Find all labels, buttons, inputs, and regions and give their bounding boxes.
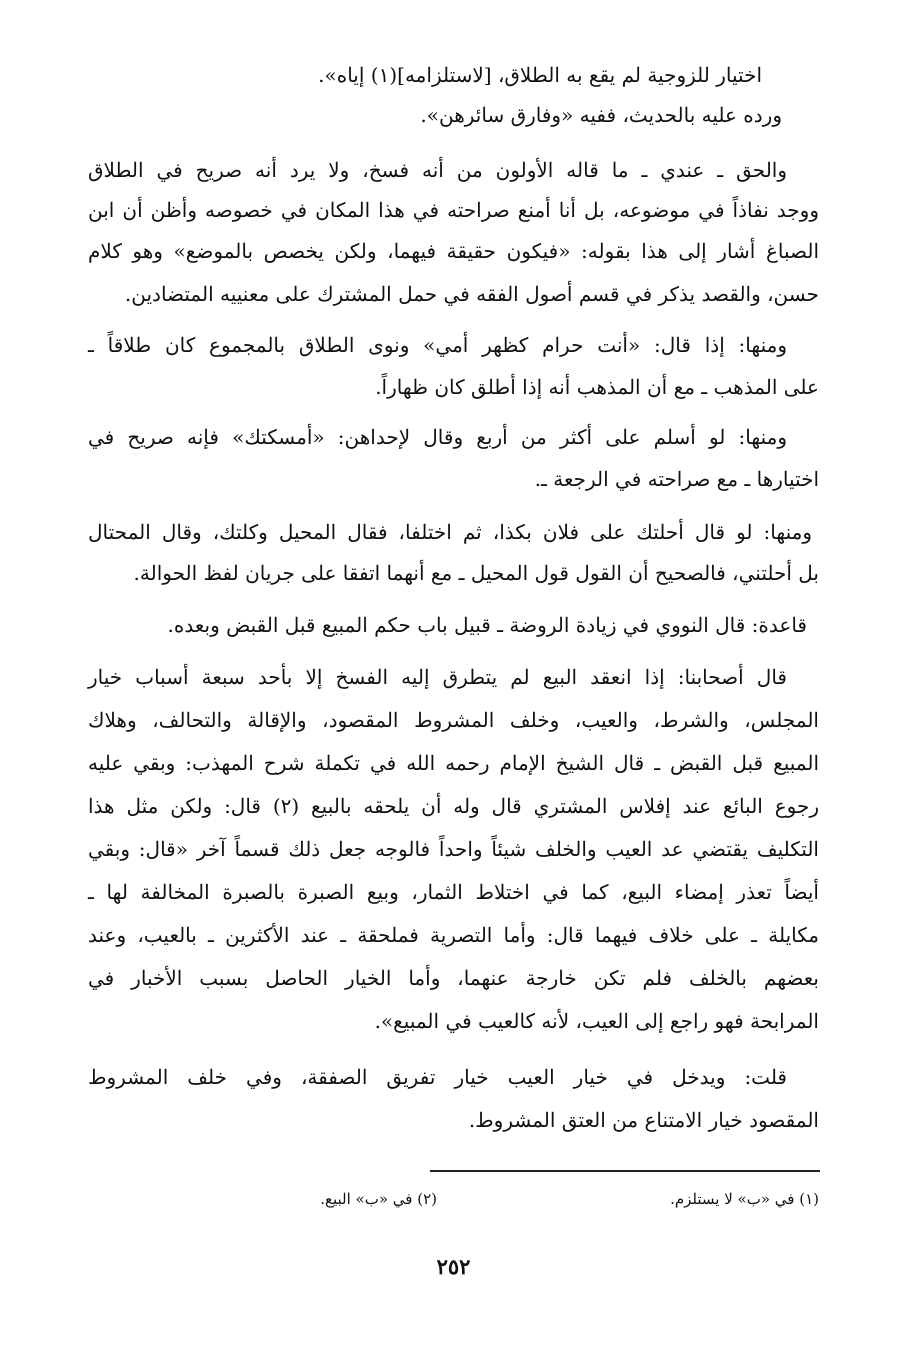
text-line: اختيار للزوجية لم يقع به الطلاق، [لاستلزامه](١) إياه». — [318, 63, 762, 87]
text-line: المبيع قبل القبض ـ قال الشيخ الإمام رحمه الله في تكملة شرح المهذب: وبقي عليه — [88, 751, 819, 775]
text-line: مكايلة ـ على خلاف فيهما قال: وأما التصرية فملحقة ـ عند الأكثرين ـ بالعيب، وعند — [88, 923, 819, 947]
text-line: المجلس، والشرط، والعيب، وخلف المشروط المقصود، والإقالة والتحالف، وهلاك — [88, 708, 819, 732]
text-line: على المذهب ـ مع أن المذهب أنه إذا أطلق كان ظهاراً. — [375, 375, 819, 399]
text-line: الصباغ أشار إلى هذا بقوله: «فيكون حقيقة فيهما، ولكن يخصص بالموضع» وهو كلام — [88, 239, 819, 263]
text-line: ومنها: لو قال أحلتك على فلان بكذا، ثم اختلفا، فقال المحيل وكلتك، وقال المحتال — [88, 520, 812, 544]
text-line: أيضاً تعذر إمضاء البيع، كما في اختلاط الثمار، وبيع الصبرة بالصبرة المخالفة لها ـ — [88, 880, 819, 904]
text-line: بعضهم بالخلف فلم تكن خارجة عنهما، وأما الخيار الحاصل بسبب الأخبار في — [88, 966, 819, 990]
text-line: التكليف يقتضي عد العيب والخلف شيئاً واحداً فالوجه جعل ذلك قسماً آخر «قال: وبقي — [88, 837, 819, 861]
text-line: ومنها: إذا قال: «أنت حرام كظهر أمي» ونوى الطلاق بالمجموع كان طلاقاً ـ — [88, 333, 787, 357]
text-line: بل أحلتني، فالصحيح أن القول قول المحيل ـ مع أنهما اتفقا على جريان لفظ الحوالة. — [133, 561, 819, 585]
text-line: قاعدة: قال النووي في زيادة الروضة ـ قبيل باب حكم المبيع قبل القبض وبعده. — [167, 613, 807, 637]
text-line: المرابحة فهو راجع إلى العيب، لأنه كالعيب في المبيع». — [374, 1009, 819, 1033]
text-line: قلت: ويدخل في خيار العيب خيار تفريق الصفقة، وفي خلف المشروط — [88, 1065, 787, 1089]
footnote-separator — [430, 1170, 820, 1172]
text-line: رجوع البائع عند إفلاس المشتري قال وله أن يلحقه بالبيع (٢) قال: ولكن مثل هذا — [88, 794, 819, 818]
text-line: ومنها: لو أسلم على أكثر من أربع وقال لإحداهن: «أمسكتك» فإنه صريح في — [88, 425, 787, 449]
footnote-2: (٢) في «ب» البيع. — [320, 1190, 437, 1208]
text-line: قال أصحابنا: إذا انعقد البيع لم يتطرق إليه الفسخ إلا بأحد سبعة أسباب خيار — [88, 665, 787, 689]
text-line: اختيارها ـ مع صراحته في الرجعة ـ. — [534, 467, 819, 491]
text-line: المقصود خيار الامتناع من العتق المشروط. — [468, 1108, 819, 1132]
text-line: حسن، والقصد يذكر في قسم أصول الفقه في حمل المشترك على معنييه المتضادين. — [124, 282, 819, 306]
page-number: ٢٥٢ — [436, 1254, 471, 1279]
text-line: ورده عليه بالحديث، ففيه «وفارق سائرهن». — [420, 103, 782, 127]
footnote-1: (١) في «ب» لا يستلزم. — [670, 1190, 819, 1208]
text-line: ووجد نفاذاً في موضوعه، بل أنا أمنع صراحته في هذا المكان في خصوصه وأظن أن ابن — [88, 198, 819, 222]
text-line: والحق ـ عندي ـ ما قاله الأولون من أنه فسخ، ولا يرد أنه صريح في الطلاق — [88, 158, 787, 182]
